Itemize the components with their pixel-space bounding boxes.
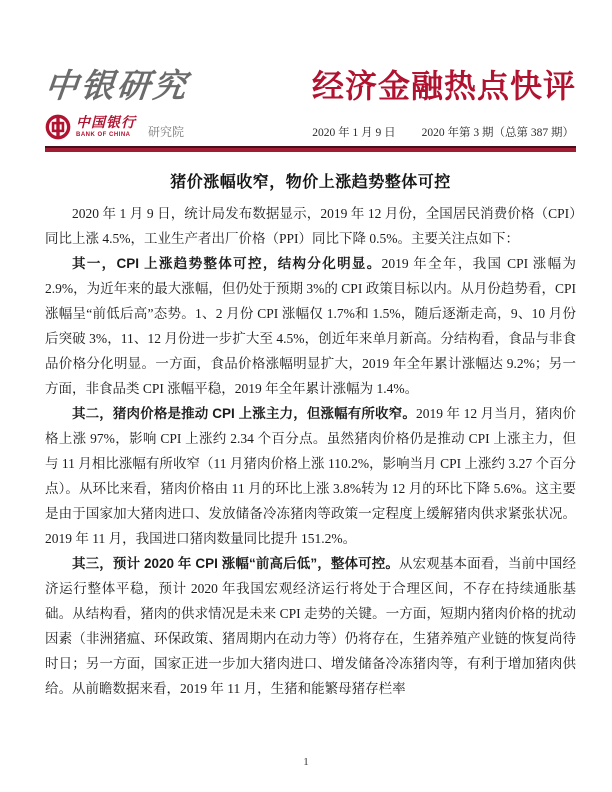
bank-of-china-logo — [45, 114, 136, 140]
publication-title: 经济金融热点快评 — [311, 68, 576, 104]
bank-name-block — [76, 116, 136, 138]
paragraph-text: 2019 年 12 月当月，猪肉价格上涨 97%，影响 CPI 上涨约 2.34 个百分点。虽然猪肉价格仍是推动 CPI 上涨主力，但与 11 月相比涨幅有所收窄（11 月猪肉价格上涨 110.2%，影响当月 CPI 上涨约 3.27 个百分点）。从环比来看，猪肉价格由 11 月的环比上涨 3.8%转为 12 月的环比下降 5.6%。这主要是由于国家加大猪肉进口、发放储备冷冻猪肉等政策一定程度上缓解猪肉供求紧张状况。2019 年 11 月，我国进口猪肉数量同比提升 151.2%。 — [45, 406, 576, 546]
institute-label: 研究院 — [148, 125, 185, 139]
paragraph-text: 2020 年 1 月 9 日，统计局发布数据显示，2019 年 12 月份，全国居民消费价格（CPI）同比上涨 4.5%，工业生产者出厂价格（PPI）同比下降 0.5%。主要关注点如下： — [45, 206, 576, 246]
header-top-row — [42, 56, 576, 105]
brand-calligraphy: 中银研究 — [42, 66, 192, 105]
paragraph-point-3 — [45, 551, 576, 701]
article-body — [45, 201, 576, 701]
bank-name-chinese: 中国银行 — [76, 115, 136, 131]
issue-number: 2020 年第 3 期（总第 387 期） — [421, 127, 574, 139]
paragraph-lead: 其三，预计 2020 年 CPI 涨幅“前高后低”，整体可控。 — [72, 556, 400, 571]
paragraph-text: 从宏观基本面看，当前中国经济运行整体平稳，预计 2020 年我国宏观经济运行将处于合理区间，不存在持续通胀基础。从结构看，猪肉的供求情况是未来 CPI 走势的关键。一方面，短期内猪肉价格的扰动因素（非洲猪瘟、环保政策、猪周期内在动力等）仍将存在，生猪养殖产业链的恢复尚待时日；另一方面，国家正进一步加大猪肉进口、增发储备冷冻猪肉等，有利于增加猪肉供给。从前瞻数据来看，2019 年 11 月，生猪和能繁母猪存栏率 — [45, 556, 576, 696]
page-number: 1 — [303, 756, 309, 768]
paragraph-point-1 — [45, 251, 576, 401]
bank-of-china-emblem-icon — [45, 114, 71, 140]
bank-name-english: BANK OF CHINA — [76, 132, 131, 138]
paragraph-intro — [45, 201, 576, 251]
issue-date: 2020 年 1 月 9 日 — [312, 127, 396, 139]
header-bottom-row — [45, 114, 576, 144]
paragraph-point-2 — [45, 401, 576, 551]
paragraph-text: 2019 年全年，我国 CPI 涨幅为 2.9%，为近年来的最大涨幅，但仍处于预期 3%的 CPI 政策目标以内。从月份趋势看，CPI 涨幅呈“前低后高”态势。1、2 月份 CPI 涨幅仅 1.7%和 1.5%，随后逐渐走高，9、10 月份后突破 3%，11、12 月份进一步扩大至 4.5%，创近年来单月新高。分结构看，食品与非食品价格分化明显。一方面，食品价格涨幅明显扩大，2019 年全年累计涨幅达 9.2%；另一方面，非食品类 CPI 涨幅平稳，2019 年全年累计涨幅为 1.4%。 — [45, 256, 576, 396]
article-title: 猪价涨幅收窄，物价上涨趋势整体可控 — [170, 174, 451, 191]
paragraph-lead: 其二，猪肉价格是推动 CPI 上涨主力，但涨幅有所收窄。 — [72, 406, 416, 421]
header-divider — [45, 146, 576, 152]
paragraph-lead: 其一，CPI 上涨趋势整体可控，结构分化明显。 — [72, 256, 382, 271]
